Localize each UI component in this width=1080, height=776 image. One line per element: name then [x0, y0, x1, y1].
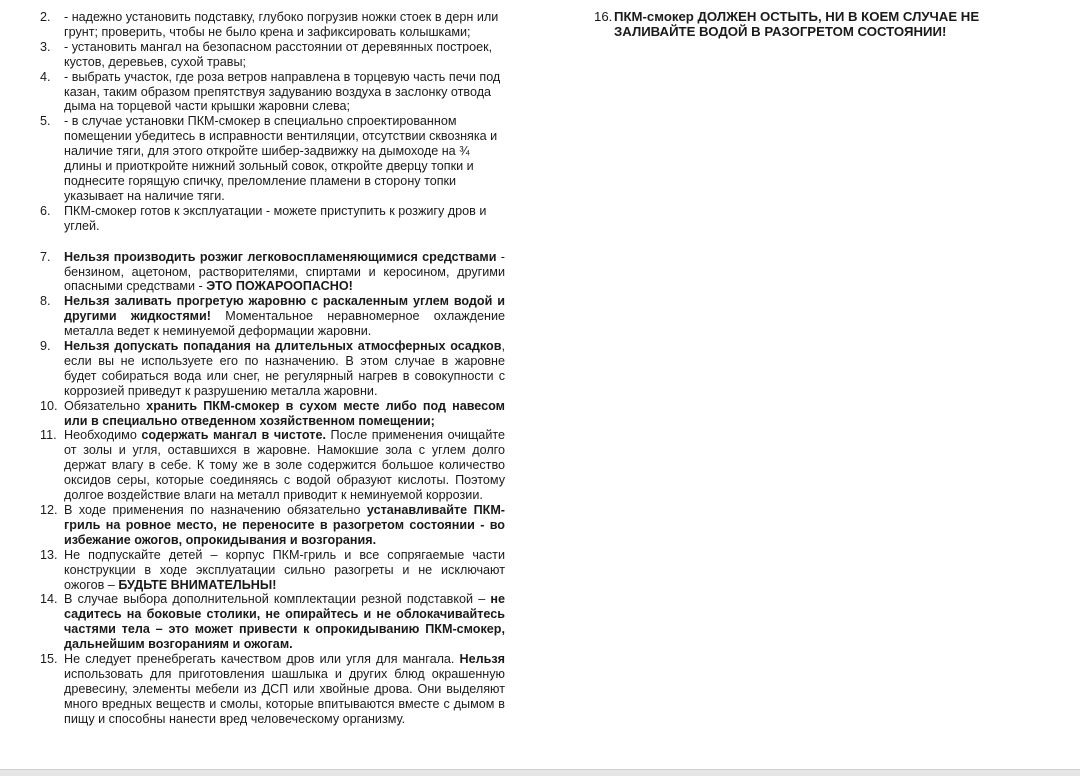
paragraph-gap: [40, 234, 505, 249]
item-text: Не подпускайте детей – корпус ПКМ-гриль и все сопрягаемые части конструкции в ходе эксплуатации сильно разогреты и не исключают ожогов –: [64, 547, 505, 592]
item-text: Не следует пренебрегать качеством дров или угля для мангала.: [64, 652, 460, 667]
item-number: 6.: [40, 203, 51, 218]
left-column: [40, 10, 505, 727]
item-number: 16.: [594, 9, 613, 24]
item-text-bold: ЭТО ПОЖАРООПАСНО!: [206, 279, 353, 294]
instruction-list-continued: [594, 10, 1064, 40]
list-item-11: [40, 428, 505, 503]
item-number: 13.: [40, 547, 58, 562]
item-text-bold: Нельзя заливать прогретую жаровню с раскаленным углем водой и другими жидкостями!: [64, 294, 505, 324]
item-number: 3.: [40, 39, 51, 54]
item-text-bold: БУДЬТЕ ВНИМАТЕЛЬНЫ!: [118, 577, 277, 592]
list-item-8: [40, 294, 505, 339]
list-item-14: [40, 592, 505, 652]
list-item-3: [40, 40, 505, 70]
item-text-bold: Нельзя производить розжиг легковоспламеняющимися средствами: [64, 249, 497, 264]
item-number: 5.: [40, 114, 51, 129]
item-text: - в случае установки ПКМ-смокер в специально спроектированном помещении убедитесь в исправности вентиляции, отсутствии сквозняка и наличие тяги, для этого откройте шибер-задвижку на дымоходе на ¾ длины и приоткройте нижний зольный совок, откройте дверцу топки и поднесите горящую спичку, преломление пламени в сторону топки указывает на наличие тяги.: [64, 114, 498, 203]
item-text: - надежно установить подставку, глубоко погрузив ножки стоек в дерн или грунт; проверить, чтобы не было крена и зафиксировать колышками;: [64, 10, 499, 39]
item-text-bold: хранить ПКМ-смокер в сухом месте либо под навесом или в специально отведенном хозяйственном помещении;: [64, 398, 505, 428]
item-number: 12.: [40, 503, 58, 517]
list-item-12: [40, 503, 505, 548]
item-text: Необходимо: [64, 428, 142, 443]
item-number: 4.: [40, 69, 51, 84]
item-text: - выбрать участок, где роза ветров направлена в торцевую часть печи под казан, таким образом препятствуя задуванию воздуха в заслонку отвода дыма на торцевой части крышки жаровни слева;: [64, 69, 501, 114]
item-text: В случае выбора дополнительной комплектации резной подставкой –: [64, 592, 491, 607]
item-number: 11.: [40, 428, 57, 443]
item-text-bold: Нельзя допускать попадания на длительных атмосферных осадков: [64, 339, 502, 354]
item-text: После применения очищайте от золы и угля, оставшихся в жаровне. Намокшие зола с углем долго держат влагу в себе. К тому же в золе содержится большое количество оксидов серы, которые соединяясь с водой образуют кислоты. Поэтому долгое воздействие влаги на металл приводит к неминуемой коррозии.: [64, 428, 505, 503]
item-text: ПКМ-смокер готов к эксплуатации - можете приступить к розжигу дров и углей.: [64, 203, 487, 233]
list-item-15: [40, 652, 505, 727]
list-item-16: [594, 10, 1064, 40]
page-bottom-edge: [0, 769, 1080, 776]
item-number: 10.: [40, 398, 58, 413]
list-item-7: [40, 250, 505, 295]
item-text: , если вы не используете его по назначению. В этом случае в жаровне будет собираться вода или снег, не регулярный нагрев в совокупности с коррозией приведут к разрушению металла жаровни.: [64, 339, 505, 398]
right-column: [594, 10, 1064, 40]
item-text: использовать для приготовления шашлыка и других блюд окрашенную древесину, элементы мебели из ДСП или хвойные дрова. Они выделяют много вредных веществ и смолы, которые впитываются вместе с дымом в пищу и способны нанести вред человеческому организму.: [64, 666, 505, 726]
list-item-5: [40, 114, 505, 203]
list-item-6: [40, 204, 505, 234]
item-number: 15.: [40, 652, 58, 667]
item-number: 9.: [40, 339, 51, 354]
item-text-bold: Нельзя: [459, 652, 505, 667]
list-item-4: [40, 70, 505, 115]
list-item-9: [40, 339, 505, 399]
item-text-bold: ПКМ-смокер ДОЛЖЕН ОСТЫТЬ, НИ В КОЕМ СЛУЧАЕ НЕ ЗАЛИВАЙТЕ ВОДОЙ В РАЗОГРЕТОМ СОСТОЯНИИ!: [614, 9, 980, 39]
item-text-bold: не садитесь на боковые столики, не опирайтесь и не облокачивайтесь частями тела – это может привести к опрокидыванию ПКМ-смокер, дальнейшим возгораниям и ожогам.: [64, 592, 505, 652]
item-number: 7.: [40, 249, 51, 264]
item-text: - бензином, ацетоном, растворителями, спиртами и керосином, другими опасными средствами -: [64, 249, 505, 294]
list-item-2: [40, 10, 505, 40]
item-text: Обязательно: [64, 398, 147, 413]
item-text: - установить мангал на безопасном расстоянии от деревянных построек, кустов, деревьев, сухой травы;: [64, 39, 493, 69]
item-number: 8.: [40, 294, 51, 309]
item-text: Моментальное неравномерное охлаждение металла ведет к неминуемой деформации жаровни.: [64, 309, 505, 339]
item-text-bold: содержать мангал в чистоте.: [141, 428, 326, 443]
list-item-10: [40, 399, 505, 429]
item-number: 14.: [40, 592, 58, 607]
item-text: В ходе применения по назначению обязательно: [64, 503, 367, 517]
instruction-list: [40, 10, 505, 727]
item-number: 2.: [40, 10, 51, 24]
list-item-13: [40, 548, 505, 593]
item-text-bold: устанавливайте ПКМ-гриль на ровное место, не переносите в разогретом состоянии - во избежание ожогов, опрокидывания и возгорания.: [64, 503, 506, 547]
